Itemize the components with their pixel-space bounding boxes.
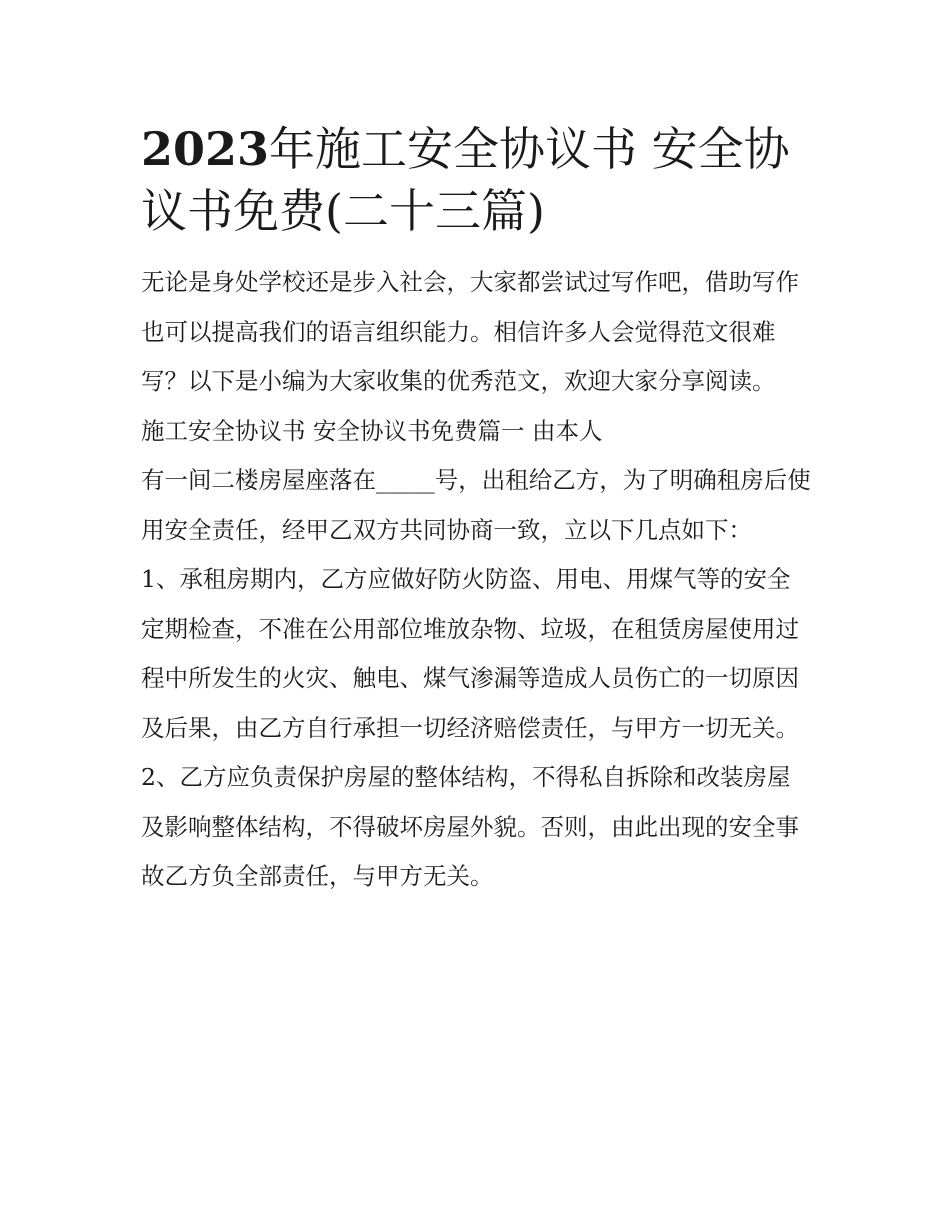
clause-1: 1、承租房期内，乙方应做好防火防盗、用电、用煤气等的安全定期检查，不准在公用部位堆放杂物、垃圾，在租赁房屋使用过程中所发生的火灾、触电、煤气渗漏等造成人员伤亡的一切原因及后果，由乙方自行承担一切经济赔偿责任，与甲方一切无关。 [141,565,799,742]
document-page [141,118,813,902]
section-heading: 施工安全协议书 安全协议书免费篇一 由本人 [141,416,603,445]
body-paragraph: 有一间二楼房屋座落在_____号，出租给乙方，为了明确租房后使用安全责任，经甲乙双方共同协商一致，立以下几点如下： [141,466,811,544]
clause-2: 2、乙方应负责保护房屋的整体结构，不得私自拆除和改装房屋及影响整体结构，不得破坏房屋外貌。否则，由此出现的安全事故乙方负全部责任，与甲方无关。 [141,763,799,890]
document-title [141,118,813,242]
intro-paragraph: 无论是身处学校还是步入社会，大家都尝试过写作吧，借助写作也可以提高我们的语言组织能力。相信许多人会觉得范文很难写？以下是小编为大家收集的优秀范文，欢迎大家分享阅读。 [141,268,799,395]
title-year: 2023 [141,122,270,176]
title-text: 年施工安全协议书 安全协议书免费(二十三篇) [141,122,790,238]
